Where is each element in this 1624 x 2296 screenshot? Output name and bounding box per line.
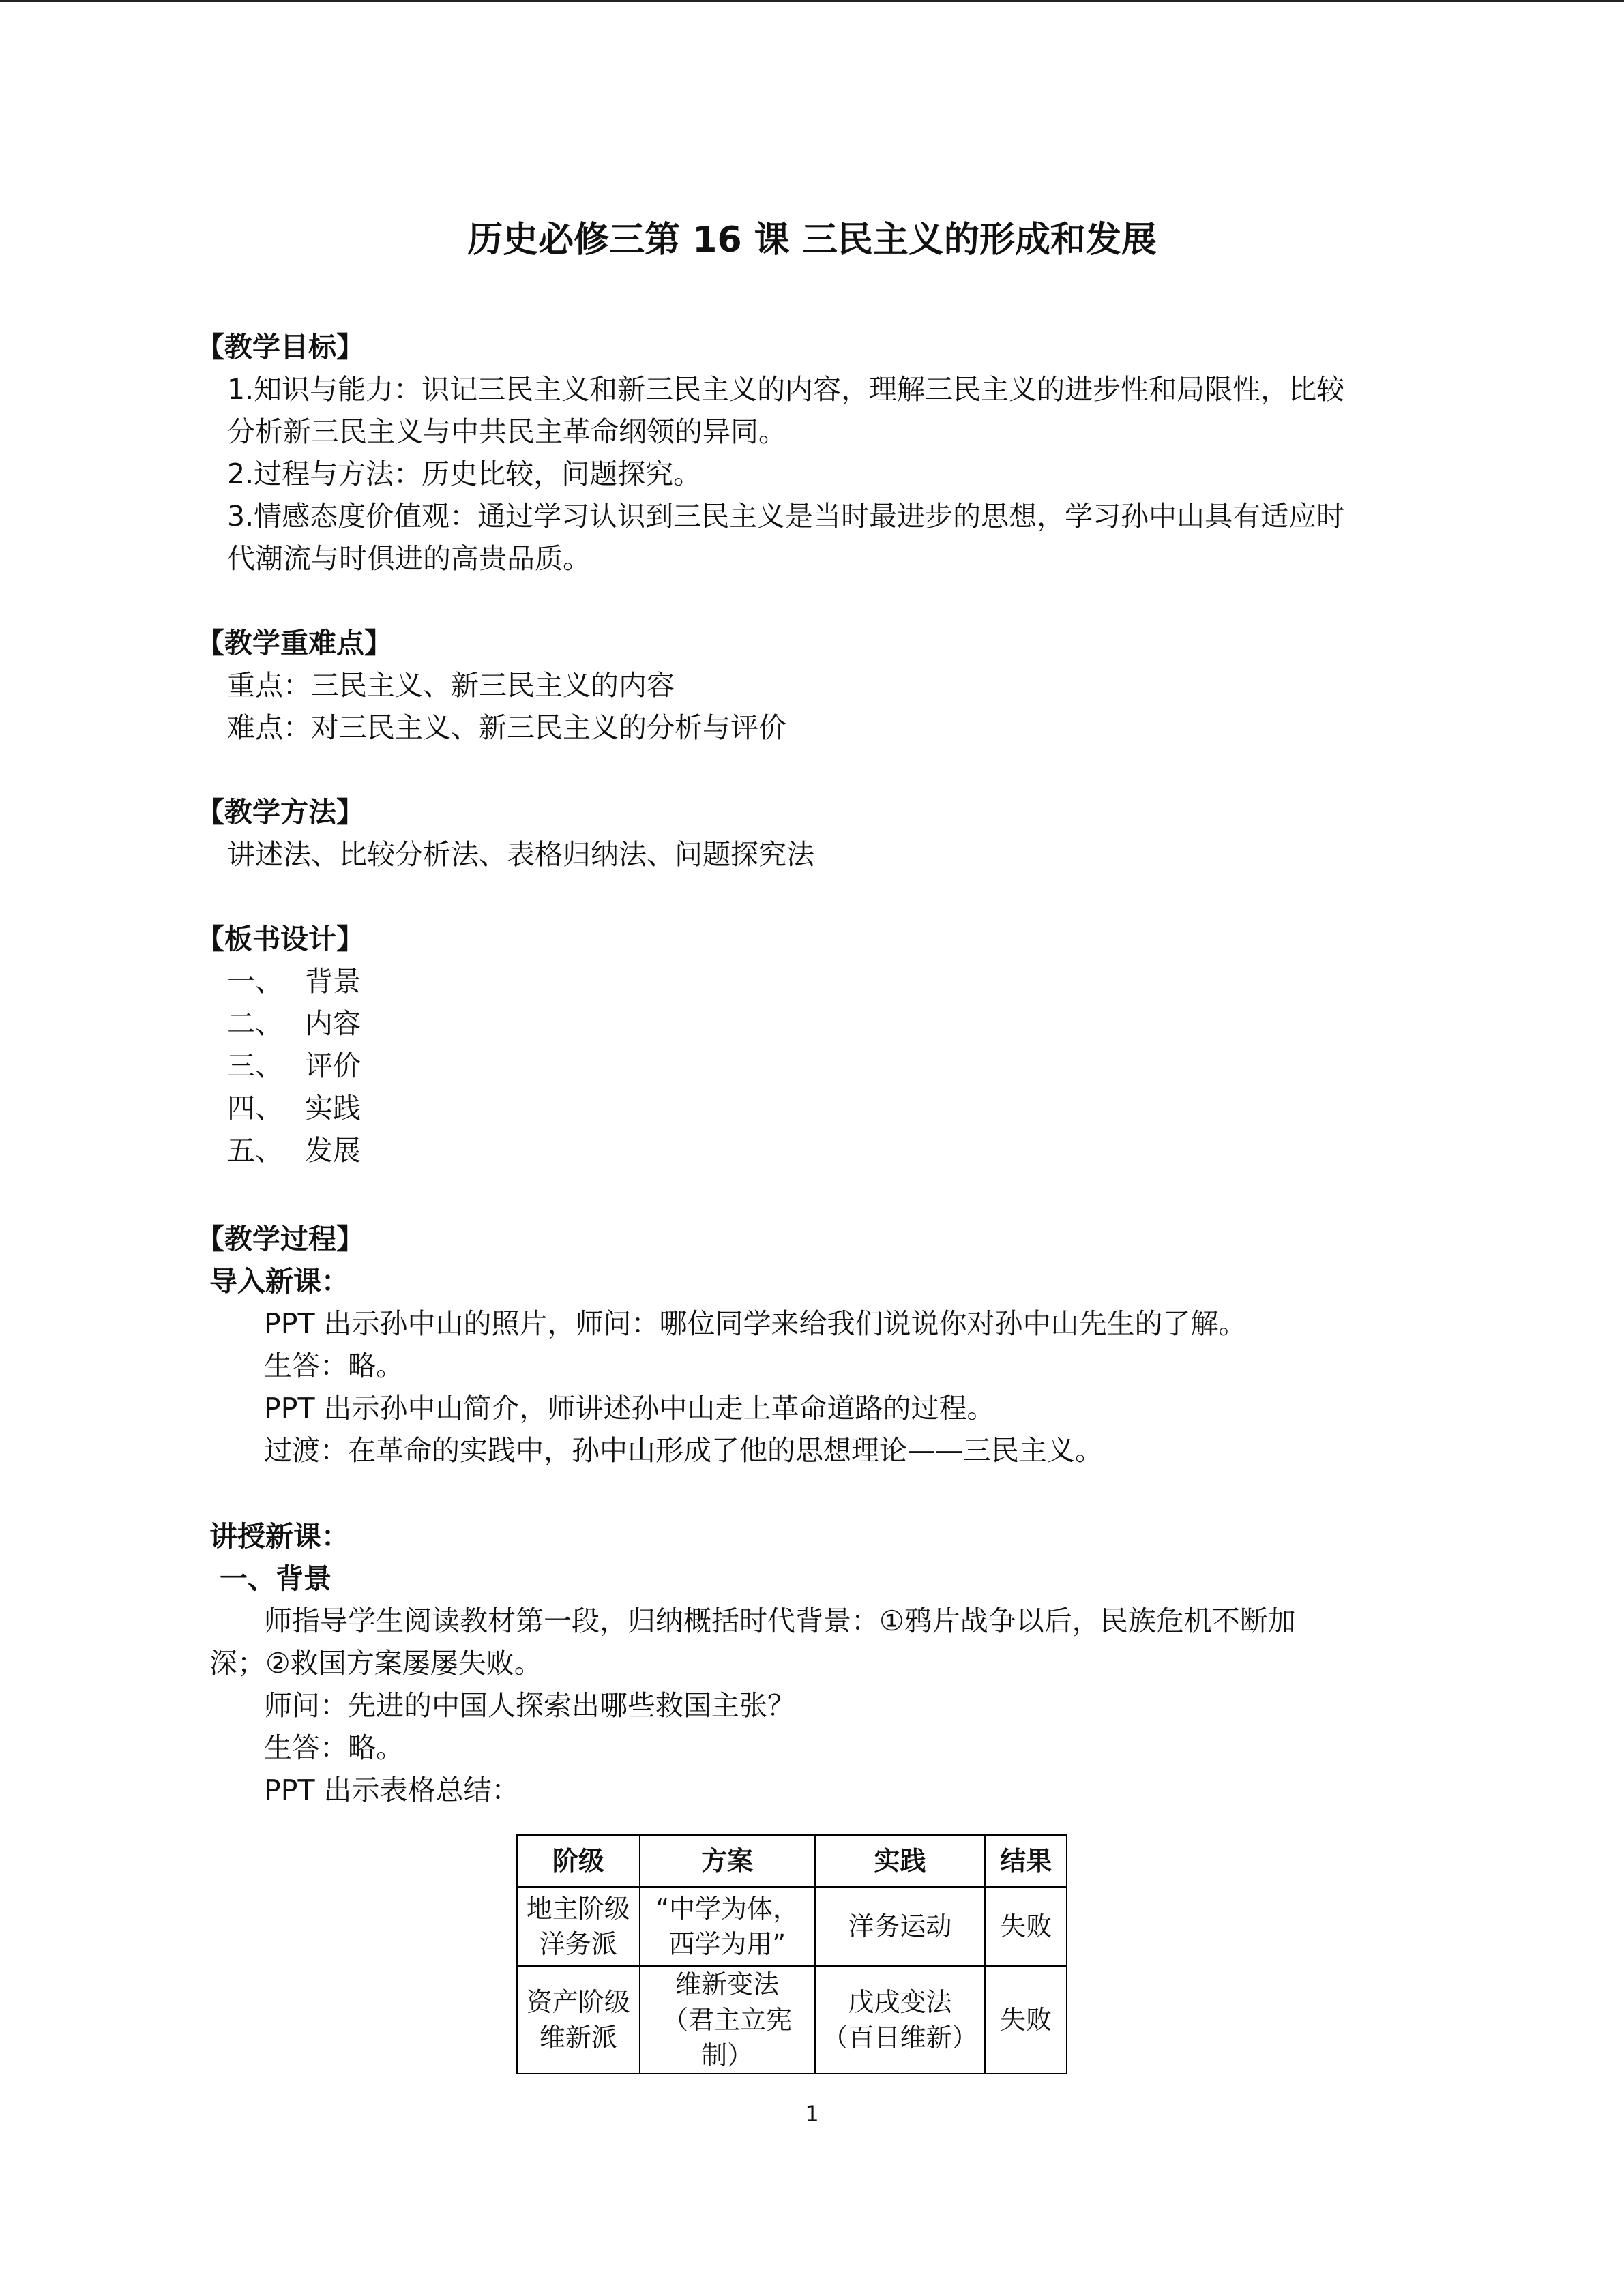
cell-line: 洋务派 — [539, 1929, 617, 1959]
cell-line: 洋务运动 — [848, 1911, 952, 1941]
table-cell — [517, 1966, 640, 2074]
document-title: 历史必修三第 16 课 三民主义的形成和发展 — [467, 220, 1157, 260]
intro-line-2: 生答：略。 — [264, 1350, 404, 1382]
keypoints-line-2: 难点：对三民主义、新三民主义的分析与评价 — [227, 711, 786, 744]
table-cell: 失败 — [985, 1887, 1067, 1966]
table-cell — [815, 1966, 985, 2074]
cell-line: 地主阶级 — [526, 1894, 630, 1924]
board-item-text: 实践 — [305, 1092, 361, 1124]
methods-line-1: 讲述法、比较分析法、表格归纳法、问题探究法 — [227, 838, 814, 871]
cell-line: 维新变法 — [675, 1969, 780, 1999]
cell-line: （百日维新） — [822, 2023, 978, 2053]
keypoints-heading: 【教学重难点】 — [196, 627, 392, 659]
board-item-num: 二、 — [227, 1007, 283, 1040]
table-cell — [640, 1966, 815, 2074]
goals-line-5: 代潮流与时俱进的高贵品质。 — [227, 542, 591, 575]
keypoints-line-1: 重点：三民主义、新三民主义的内容 — [227, 669, 675, 702]
table-cell: 失败 — [985, 1966, 1067, 2074]
goals-line-1: 1.知识与能力：识记三民主义和新三民主义的内容，理解三民主义的进步性和局限性，比较 — [227, 373, 1345, 406]
background-line-3: 师问：先进的中国人探索出哪些救国主张？ — [264, 1689, 795, 1722]
top-border — [0, 0, 1624, 2]
background-line-4: 生答：略。 — [264, 1731, 404, 1764]
section-background-heading: 一、背景 — [220, 1562, 331, 1595]
background-line-1: 师指导学生阅读教材第一段，归纳概括时代背景：①鸦片战争以后，民族危机不断加 — [264, 1605, 1296, 1637]
table-header-cell: 结果 — [985, 1835, 1067, 1887]
intro-line-3: PPT 出示孙中山简介，师讲述孙中山走上革命道路的过程。 — [264, 1392, 995, 1425]
background-line-5: PPT 出示表格总结： — [264, 1774, 520, 1806]
cell-line: 戊戌变法 — [848, 1987, 952, 2017]
board-item-num: 四、 — [227, 1092, 283, 1124]
goals-heading: 【教学目标】 — [196, 331, 364, 363]
table-header-cell: 阶级 — [517, 1835, 640, 1887]
board-item-text: 发展 — [305, 1134, 361, 1167]
teach-label: 讲授新课： — [209, 1520, 349, 1553]
board-item-text: 背景 — [305, 965, 361, 998]
cell-line: 西学为用” — [668, 1929, 786, 1959]
goals-line-3: 2.过程与方法：历史比较，问题探究。 — [227, 458, 702, 490]
summary-table — [516, 1834, 1067, 2074]
board-item-text: 评价 — [305, 1049, 361, 1082]
background-line-2: 深；②救国方案屡屡失败。 — [209, 1647, 542, 1680]
methods-heading: 【教学方法】 — [196, 796, 364, 829]
table-cell — [517, 1887, 640, 1966]
table-cell — [815, 1887, 985, 1966]
intro-line-1: PPT 出示孙中山的照片，师问：哪位同学来给我们说说你对孙中山先生的了解。 — [264, 1307, 1247, 1340]
board-item-num: 五、 — [227, 1134, 283, 1167]
table-row — [517, 1887, 1067, 1966]
board-heading: 【板书设计】 — [196, 923, 364, 955]
board-item-num: 一、 — [227, 965, 283, 998]
cell-line: （君主立宪制） — [662, 2005, 793, 2070]
page-number: 1 — [805, 2101, 819, 2127]
table-header-cell: 实践 — [815, 1835, 985, 1887]
board-item-num: 三、 — [227, 1049, 283, 1082]
process-heading: 【教学过程】 — [196, 1223, 364, 1255]
goals-line-2: 分析新三民主义与中共民主革命纲领的异同。 — [227, 415, 786, 448]
cell-line: “中学为体， — [655, 1894, 799, 1924]
goals-line-4: 3.情感态度价值观：通过学习认识到三民主义是当时最进步的思想，学习孙中山具有适应时 — [227, 500, 1345, 533]
intro-line-4: 过渡：在革命的实践中，孙中山形成了他的思想理论——三民主义。 — [264, 1434, 1103, 1467]
cell-line: 资产阶级 — [526, 1987, 630, 2017]
table-header-cell: 方案 — [640, 1835, 815, 1887]
cell-line: 维新派 — [539, 2023, 617, 2053]
intro-label: 导入新课： — [209, 1265, 349, 1298]
board-item-text: 内容 — [305, 1007, 361, 1040]
table-row — [517, 1966, 1067, 2074]
table-header-row — [517, 1835, 1067, 1887]
table-cell — [640, 1887, 815, 1966]
